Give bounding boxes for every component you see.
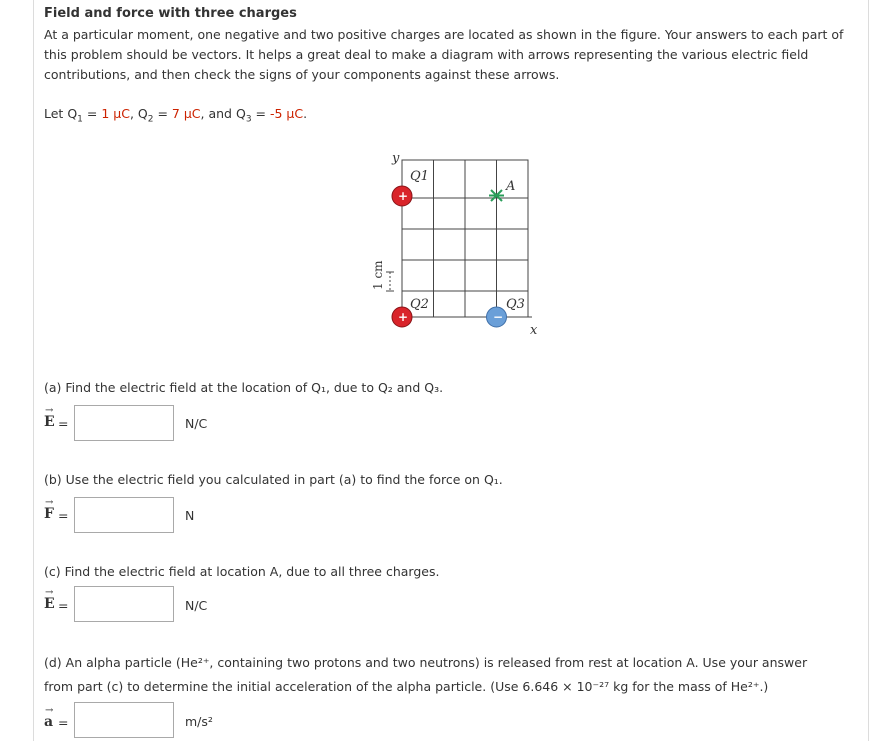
part-d-question-line2: from part (c) to determine the initial acceleration of the alpha particle. (Use 6.646 × 10⁻²⁷ kg for the mass of He²⁺.) [44,679,769,694]
part-d-answer-input[interactable] [74,702,174,738]
q1-label: Q1 [410,169,429,184]
part-d-question-line1: (d) An alpha particle (He²⁺, containing two protons and two neutrons) is released from rest at location A. Use your answer [44,655,808,670]
part-c-equals: = [58,598,69,613]
charge-diagram [360,150,550,340]
part-a-equals: = [58,416,69,431]
part-a-symbol: → E [44,405,55,430]
part-d-symbol: → a [44,705,54,730]
part-b-symbol: → F [44,497,54,522]
part-b-unit: N [185,508,195,523]
part-a-question: (a) Find the electric field at the location of Q₁, due to Q₂ and Q₃. [44,380,444,395]
q3-value: -5 μC [269,106,304,121]
q1-value: 1 μC [101,106,130,121]
given-values: Let $Q_1 = 1$ μC, $Q_2 = 7$ μC, and $Q_3 = -5$ μC. [44,106,308,125]
problem-intro: At a particular moment, one negative and two positive charges are located as shown in the figure. Your answers to each part of this problem should be vectors. It helps a great deal to make a diagram with arrows representing the various electric field contributions, and then check the signs of your components against these arrows. [44,27,844,82]
scale-bar [386,272,394,291]
part-b-answer-input[interactable] [74,497,174,533]
plus-icon: + [398,310,409,324]
minus-icon: − [493,310,504,324]
part-c-answer-input[interactable] [74,586,174,622]
point-a-label: A [506,179,516,194]
part-b-equals: = [58,508,69,523]
scale-label: 1 cm [371,260,385,290]
part-a-answer-input[interactable] [74,405,174,441]
q2-value: 7 μC [171,106,201,121]
problem-title: Field and force with three charges [44,6,297,21]
x-axis-label: x [530,323,538,338]
q2-label: Q2 [410,297,429,312]
part-c-symbol: → E [44,587,55,612]
y-axis-label: y [392,151,400,166]
part-c-unit: N/C [185,598,208,613]
part-d-unit: m/s² [185,714,213,729]
part-d-equals: = [58,715,69,730]
part-b-question: (b) Use the electric field you calculated in part (a) to find the force on Q₁. [44,472,503,487]
plus-icon: + [398,189,409,203]
part-c-question: (c) Find the electric field at location A, due to all three charges. [44,564,440,579]
q3-label: Q3 [506,297,525,312]
part-a-unit: N/C [185,416,208,431]
